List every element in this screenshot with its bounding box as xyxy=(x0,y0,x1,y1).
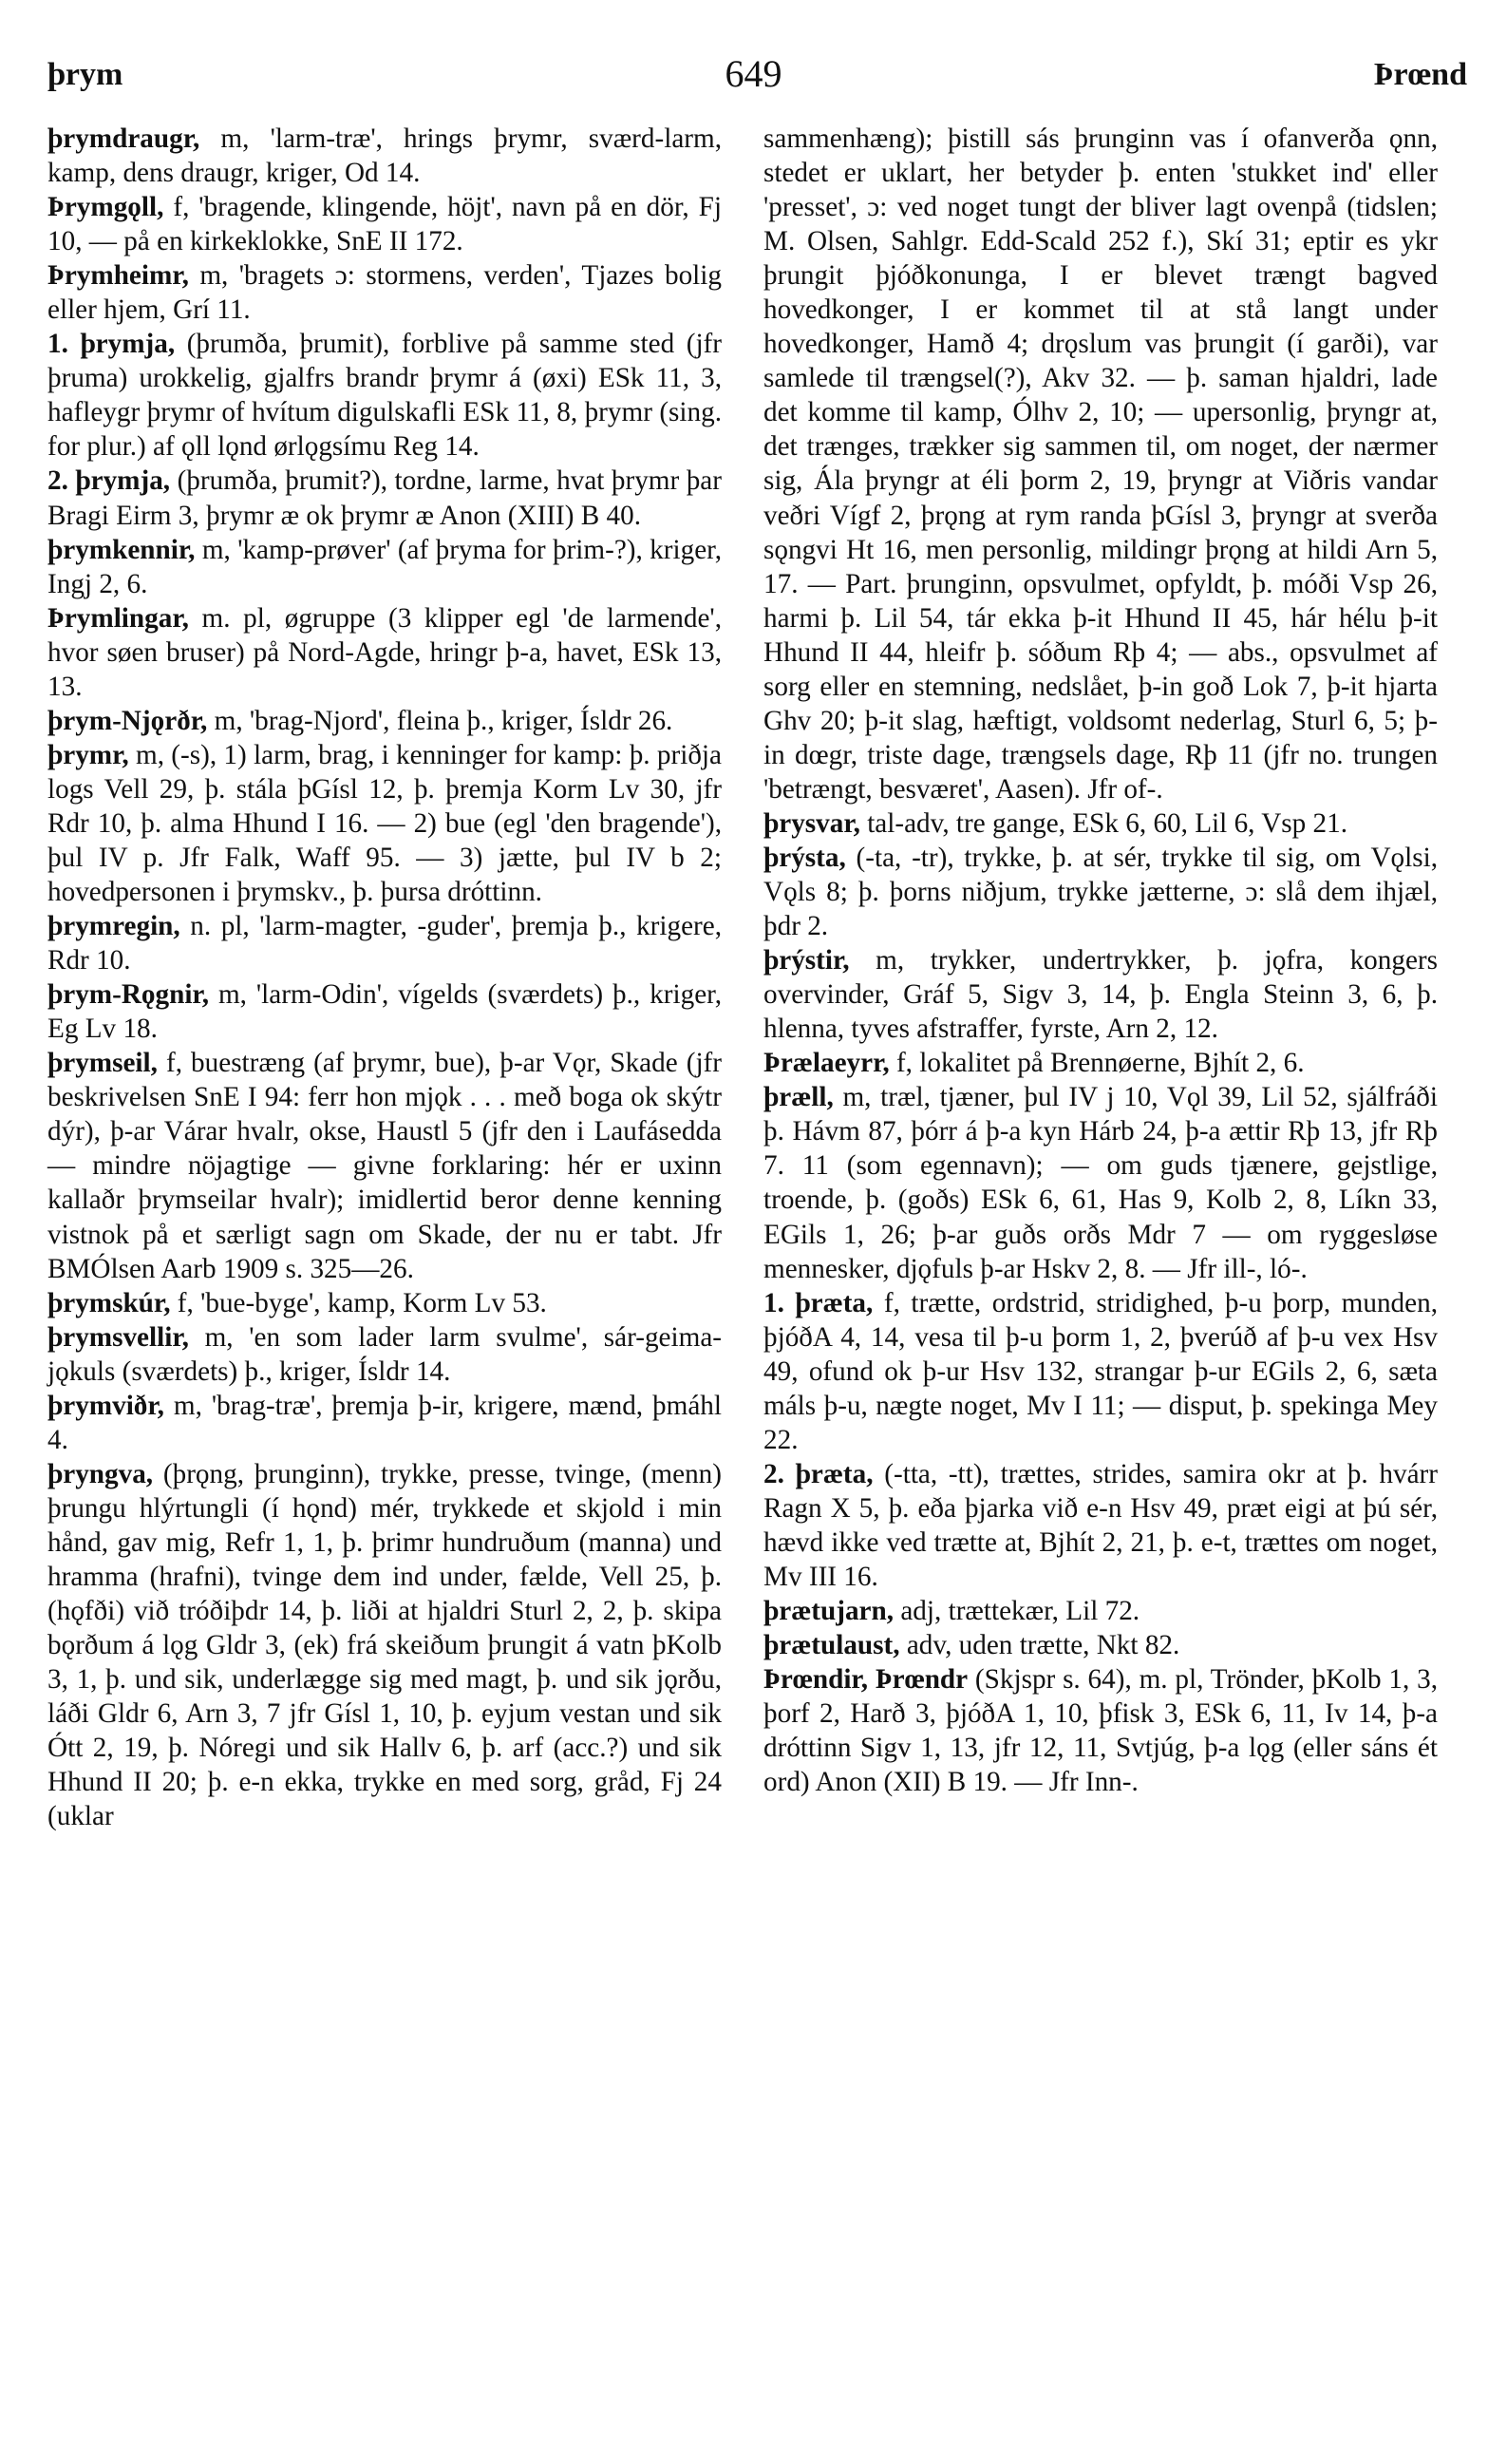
entry-definition: m, trykker, undertrykker, þ. jǫfra, kongers overvinder, Gráf 5, Sigv 3, 14, þ. Engla Steinn 3, 6, þ. hlenna, tyves afstraffer, fyrste, Arn 2, 12. xyxy=(763,945,1438,1045)
entry-definition: (-tta, -tt), trættes, strides, samira okr at þ. hvárr Ragn X 5, þ. eða þjarka við e-n Hsv 49, præt eigi at þú sér, hævd ikke ved trætte at, Bjhít 2, 21, þ. e-t, trættes om noget, Mv III 16. xyxy=(763,1458,1438,1592)
entry-definition: m, (-s), 1) larm, brag, i kenninger for kamp: þ. priðja logs Vell 29, þ. stála þGísl 12, þ. þremja Korm Lv 30, jfr Rdr 10, þ. alma Hhund I 16. — 2) bue (egl 'den bragende'), þul IV p. Jfr Falk, Waff 95. — 3) jætte, þul IV b 2; hovedpersonen i þrymskv., þ. þursa dróttinn. xyxy=(47,739,722,908)
entry-headword: þrymkennir, xyxy=(47,534,196,565)
entry-headword: þrymsvellir, xyxy=(47,1321,189,1353)
entry-headword: þrymviðr, xyxy=(47,1390,164,1421)
entry-definition: m, 'en som lader larm svulme', sár-geima-jǫkuls (sværdets) þ., kriger, Ísldr 14. xyxy=(47,1321,722,1387)
running-head-right: Þrœnd xyxy=(1373,57,1467,92)
dictionary-entry xyxy=(47,1389,722,1457)
entry-definition: m, 'brag-Njord', fleina þ., kriger, Ísldr 26. xyxy=(207,705,673,736)
dictionary-entry xyxy=(763,122,1438,806)
entry-headword: þrymdraugr, xyxy=(47,123,200,154)
dictionary-entry xyxy=(47,1046,722,1285)
entry-definition: m, 'bragets ɔ: stormens, verden', Tjazes bolig eller hjem, Grí 11. xyxy=(47,260,722,326)
dictionary-entry xyxy=(47,1320,722,1389)
dictionary-entry xyxy=(47,738,722,909)
entry-headword: þrýstir, xyxy=(763,945,850,976)
entry-headword: þrætulaust, xyxy=(763,1630,900,1661)
entry-headword: 1. þrymja, xyxy=(47,329,176,360)
entry-headword: þrym-Njǫrðr, xyxy=(47,705,208,736)
dictionary-entry xyxy=(763,806,1438,841)
entry-headword: þrymr, xyxy=(47,739,129,770)
entry-definition: f, 'bue-byge', kamp, Korm Lv 53. xyxy=(170,1287,547,1318)
entry-headword: þræll, xyxy=(763,1082,834,1113)
entry-definition: m, 'larm-træ', hrings þrymr, sværd-larm, kamp, dens draugr, kriger, Od 14. xyxy=(47,123,722,189)
dictionary-entry xyxy=(47,1286,722,1320)
right-column xyxy=(763,122,1438,1799)
dictionary-entry xyxy=(47,258,722,327)
dictionary-entry xyxy=(763,1286,1438,1457)
dictionary-entry xyxy=(47,977,722,1046)
entry-headword: Þrymlingar, xyxy=(47,602,189,634)
dictionary-entry xyxy=(47,464,722,532)
entry-definition: m. pl, øgruppe (3 klipper egl 'de larmende', hvor søen bruser) på Nord-Agde, hringr þ-a, havet, ESk 13, 13. xyxy=(47,602,722,702)
entry-headword: þrym-Rǫgnir, xyxy=(47,979,209,1011)
entry-definition: (Skjspr s. 64), m. pl, Trönder, þKolb 1, 3, þorf 2, Harð 3, þjóðA 1, 10, þfisk 3, ESk 6, 11, Iv 14, þ-a dróttinn Sigv 1, 13, jfr 12, 11, Svtjúg, þ-a lǫg (eller sáns ét ord) Anon (XII) B 19. — Jfr Inn-. xyxy=(763,1664,1438,1798)
entry-headword: Þrœndir, Þrœndr xyxy=(763,1664,969,1696)
dictionary-entry xyxy=(47,327,722,464)
entry-definition: f, lokalitet på Brennøerne, Bjhít 2, 6. xyxy=(889,1048,1305,1079)
entry-definition: tal-adv, tre gange, ESk 6, 60, Lil 6, Vsp 21. xyxy=(859,807,1348,839)
entry-definition: sammenhæng); þistill sás þrunginn vas í ofanverða ǫnn, stedet er uklart, her betyder þ. enten 'stukket ind' eller 'presset', ɔ: ved noget tungt der bliver lagt ovenpå (tidslen; M. Olsen, Sahlgr. Edd-Scald 252 f.), Skí 31; eptir es ykr þrungit þjóðkonunga, I er blevet trængt bagved hovedkonger, I er kommet til at stå langt under hovedkonger, Hamð 4; drǫslum vas þrungit (í garði), var samlede til trængsel(?), Akv 32. — þ. saman hjaldri, lade det komme til kamp, Ólhv 2, 10; — upersonlig, þryngr at, det trænges, trækker sig sammen til, om noget, der nærmer sig, Ála þryngr at éli þorm 2, 19, þryngr at Viðris vandar veðri Vígf 2, þrǫng at rym randa þGísl 3, þryngr at sverða sǫngvi Ht 16, men personlig, mildingr þrǫng at hildi Arn 5, 17. — Part. þrunginn, opsvulmet, opfyldt, þ. móði Vsp 26, harmi þ. Lil 54, tár ekka þ-it Hhund II 45, hár hélu þ-it Hhund II 44, hleifr þ. sóðum Rþ 4; — abs., opsvulmet af sorg eller en stemning, nedslået, þ-in goð Lok 7, þ-it hjarta Ghv 20; þ-it slag, hæftigt, voldsomt nederlag, Sturl 6, 5; þ-in dœgr, triste dage, trængsels dage, Rþ 11 (jfr no. trungen 'betrængt, besværet', Aasen). Jfr of-. xyxy=(763,123,1438,805)
dictionary-entry xyxy=(763,841,1438,943)
running-head-left: þrym xyxy=(47,57,123,92)
entry-headword: þrymregin, xyxy=(47,911,180,942)
entry-definition: m, 'kamp-prøver' (af þryma for þrim-?), kriger, Ingj 2, 6. xyxy=(47,534,722,599)
entry-headword: þrýsta, xyxy=(763,842,846,873)
dictionary-entry xyxy=(763,1594,1438,1628)
dictionary-entry xyxy=(763,1080,1438,1285)
dictionary-entry xyxy=(47,601,722,704)
entry-definition: f, buestræng (af þrymr, bue), þ-ar Vǫr, Skade (jfr beskrivelsen SnE I 94: ferr hon mjǫk . . . með boga ok skýtr dýr), þ-ar Várar hvalr, okse, Haustl 5 (jfr den i Laufásedda — mindre nöjagtige — givne forklaring: hér er uxinn kallaðr þrymseilar hvalr); imidlertid beror denne kenning vistnok på et særligt sagn om Skade, der nu er tabt. Jfr BMÓlsen Aarb 1909 s. 325—26. xyxy=(47,1048,722,1284)
entry-headword: þrymseil, xyxy=(47,1048,158,1079)
entry-definition: (þrumða, þrumit?), tordne, larme, hvat þrymr þar Bragi Eirm 3, þrymr æ ok þrymr æ Anon (XIII) B 40. xyxy=(47,465,722,531)
dictionary-entry xyxy=(47,190,722,258)
dictionary-entry xyxy=(47,704,722,738)
left-column xyxy=(47,122,722,1833)
dictionary-entry xyxy=(763,1457,1438,1594)
entry-headword: Þrymgǫll, xyxy=(47,192,164,223)
entry-headword: 2. þræta, xyxy=(763,1458,874,1489)
entry-headword: Þrælaeyrr, xyxy=(763,1048,890,1079)
page-number: 649 xyxy=(725,52,782,95)
entry-headword: Þrymheimr, xyxy=(47,260,189,292)
entry-definition: (-ta, -tr), trykke, þ. at sér, trykke til sig, om Vǫlsi, Vǫls 8; þ. þorns niðjum, trykke jætterne, ɔ: slå dem ihjæl, þdr 2. xyxy=(763,842,1438,942)
entry-definition: adj, trættekær, Lil 72. xyxy=(894,1596,1140,1627)
dictionary-entry xyxy=(763,1662,1438,1799)
dictionary-entry xyxy=(47,533,722,601)
entry-definition: (þrumða, þrumit), forblive på samme sted (jfr þruma) urokkelig, gjalfrs brandr þrymr á (øxi) ESk 11, 3, hafleygr þrymr of hvítum digulskafli ESk 11, 8, þrymr (sing. for plur.) af ǫll lǫnd ørlǫgsímu Reg 14. xyxy=(47,329,722,463)
entry-headword: þryngva, xyxy=(47,1458,154,1489)
entry-headword: 1. þræta, xyxy=(763,1287,874,1318)
dictionary-entry xyxy=(763,1046,1438,1080)
dictionary-entry xyxy=(47,1457,722,1834)
entry-headword: þrysvar, xyxy=(763,807,860,839)
dictionary-entry xyxy=(763,943,1438,1046)
dictionary-entry xyxy=(763,1628,1438,1662)
entry-definition: m, 'larm-Odin', vígelds (sværdets) þ., kriger, Eg Lv 18. xyxy=(47,979,722,1045)
entry-definition: m, træl, tjæner, þul IV j 10, Vǫl 39, Lil 52, sjálfráði þ. Hávm 87, þórr á þ-a kyn Hárb 24, þ-a ættir Rþ 13, jfr Rþ 7. 11 (som egennavn); — om guds tjænere, gejstlige, troende, þ. (goðs) ESk 6, 61, Has 9, Kolb 2, 8, Líkn 33, EGils 1, 26; þ-ar guðs orðs Mdr 7 — om ryggesløse mennesker, djǫfuls þ-ar Hskv 2, 8. — Jfr ill-, ló-. xyxy=(763,1082,1438,1284)
entry-definition: adv, uden trætte, Nkt 82. xyxy=(899,1630,1180,1661)
entry-definition: n. pl, 'larm-magter, -guder', þremja þ., krigere, Rdr 10. xyxy=(47,911,722,976)
entry-definition: (þrǫng, þrunginn), trykke, presse, tvinge, (menn) þrungu hlýrtungli (í hǫnd) mér, trykkede et skjold i min hånd, gav mig, Refr 1, 1, þ. þrimr hundruðum (manna) und hramma (hrafni), tvinge dem ind under, fælde, Vell 25, þ. (hǫfði) við tróðiþdr 14, þ. liði at hjaldri Sturl 2, 2, þ. skipa bǫrðum á lǫg Gldr 3, (ek) frá skeiðum þrungit á vatn þKolb 3, 1, þ. und sik, underlægge sig med magt, þ. und sik jǫrðu, láði Gldr 6, Arn 3, 7 jfr Gísl 1, 10, þ. eyjum vestan und sik Ótt 2, 19, þ. Nóregi und sik Hallv 6, þ. arf (acc.?) und sik Hhund II 20; þ. e-n ekka, trykke en med sorg, gråd, Fj 24 (uklar xyxy=(47,1458,722,1832)
entry-headword: þrætujarn, xyxy=(763,1596,895,1627)
entry-definition: f, trætte, ordstrid, stridighed, þ-u þorp, munden, þjóðA 4, 14, vesa til þ-u þorm 1, 2, þverúð af þ-u vex Hsv 49, ofund ok þ-ur Hsv 132, strangar þ-ur EGils 2, 6, sæta máls þ-u, nægte noget, Mv I 11; — disput, þ. spekinga Mey 22. xyxy=(763,1287,1438,1455)
dictionary-entry xyxy=(47,909,722,977)
entry-headword: þrymskúr, xyxy=(47,1287,171,1318)
entry-definition: m, 'brag-træ', þremja þ-ir, krigere, mænd, þmáhl 4. xyxy=(47,1390,722,1455)
dictionary-entry xyxy=(47,122,722,190)
entry-definition: f, 'bragende, klingende, höjt', navn på en dör, Fj 10, — på en kirkeklokke, SnE II 172. xyxy=(47,192,722,257)
entry-headword: 2. þrymja, xyxy=(47,465,171,497)
